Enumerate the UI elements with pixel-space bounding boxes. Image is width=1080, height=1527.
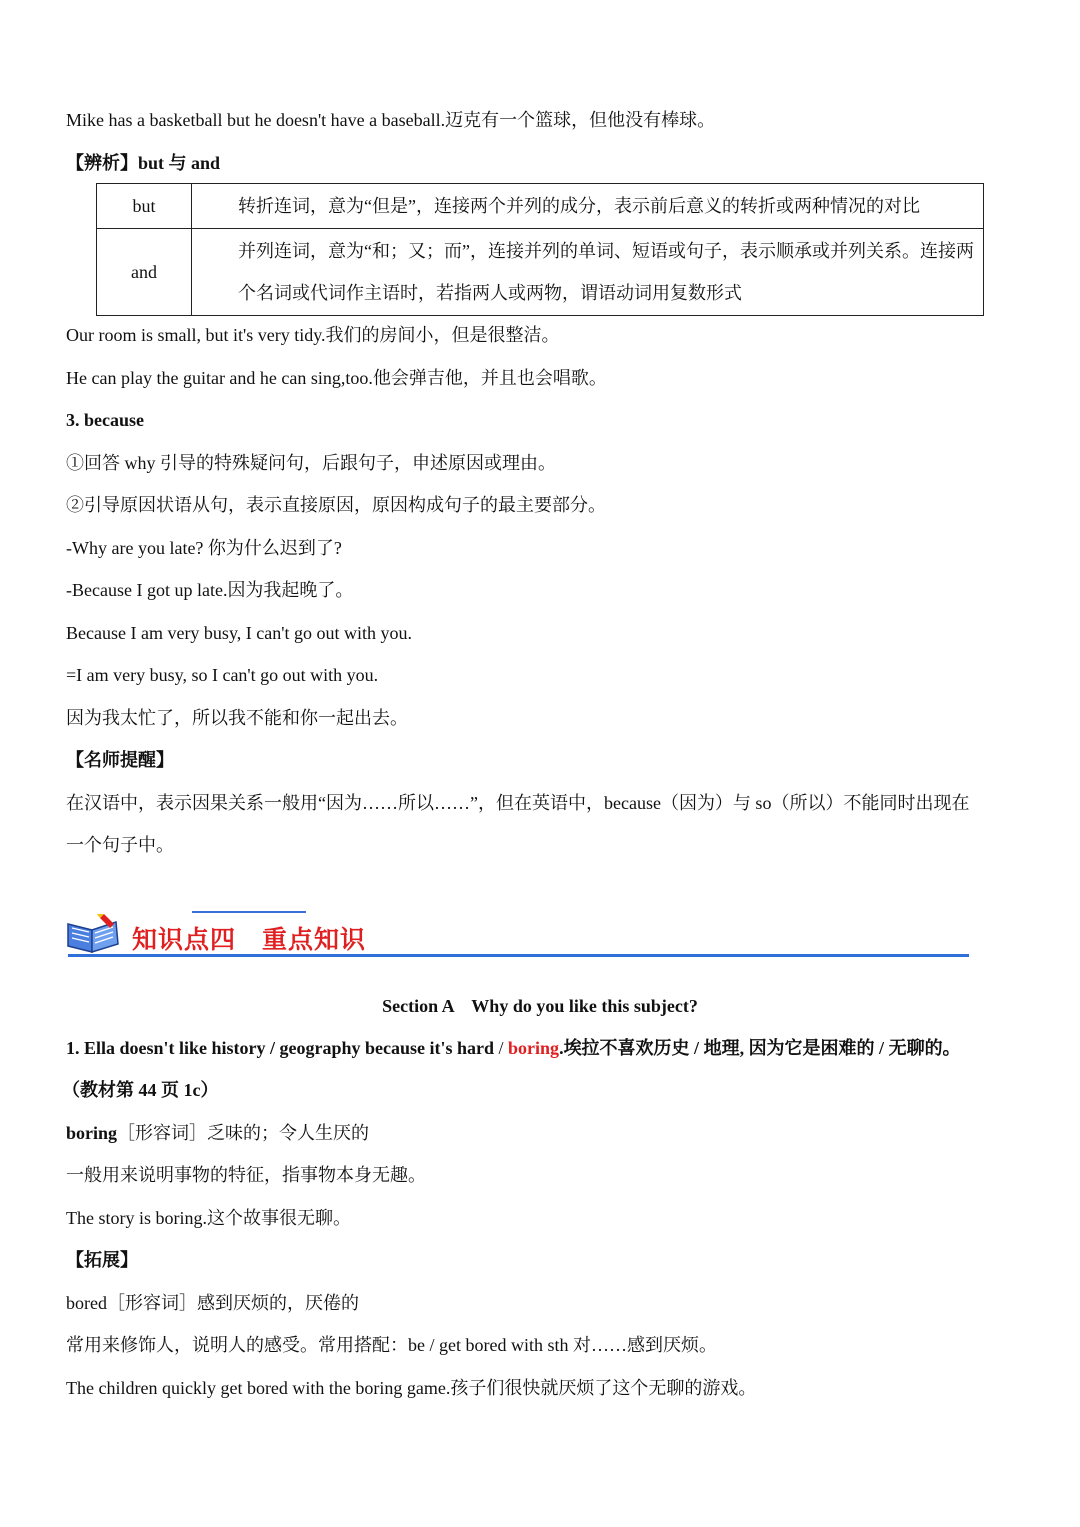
point-1-pre: 1. Ella doesn't like history / geography because it's hard: [66, 1038, 495, 1058]
section-title: [0, 994, 1080, 1018]
heading-part-2: 重点知识: [262, 925, 367, 954]
boring-example: The story is boring.这个故事很无聊。: [66, 1208, 351, 1228]
example-busy-1: Because I am very busy, I can't go out with you.: [66, 623, 412, 643]
heading-underline: [68, 954, 969, 957]
example-guitar: He can play the guitar and he can sing,too.他会弹吉他，并且也会唱歌。: [66, 368, 607, 388]
section-title-text: Section A Why do you like this subject?: [382, 996, 698, 1016]
because-usage-1: ①回答 why 引导的特殊疑问句，后跟句子，申述原因或理由。: [66, 453, 556, 473]
heading-part-1: 知识点四: [132, 925, 237, 954]
point-1-post: .埃拉不喜欢历史 / 地理, 因为它是困难的 / 无聊的。: [559, 1038, 961, 1058]
table-value-but: 转折连词，意为“但是”，连接两个并列的成分，表示前后意义的转折或两种情况的对比: [192, 184, 984, 229]
tip-text-2: 一个句子中。: [66, 835, 174, 855]
bored-note: 常用来修饰人，说明人的感受。常用搭配：be / get bored with sth 对……感到厌烦。: [66, 1335, 717, 1355]
section-heading: [64, 906, 969, 958]
heading-title: [132, 920, 392, 956]
bored-definition: bored［形容词］感到厌烦的，厌倦的: [66, 1293, 359, 1313]
tip-title: 【名师提醒】: [66, 750, 174, 770]
example-question: -Why are you late? 你为什么迟到了?: [66, 538, 342, 558]
comparison-table: [96, 183, 984, 316]
table-row: [97, 184, 984, 229]
table-row: [97, 229, 984, 316]
example-room: Our room is small, but it's very tidy.我们的房间小，但是很整洁。: [66, 325, 560, 345]
point-1-slash: /: [494, 1038, 509, 1058]
bianxi-title: 【辨析】but 与 and: [66, 153, 221, 173]
example-mike: Mike has a basketball but he doesn't have a baseball.迈克有一个篮球，但他没有棒球。: [66, 110, 716, 130]
example-answer: -Because I got up late.因为我起晚了。: [66, 580, 354, 600]
point-1-keyword: boring: [508, 1038, 560, 1058]
table-key-and: and: [97, 229, 192, 316]
table-key-but: but: [97, 184, 192, 229]
bored-example: The children quickly get bored with the boring game.孩子们很快就厌烦了这个无聊的游戏。: [66, 1378, 757, 1398]
boring-word: boring: [66, 1123, 118, 1143]
heading-topline: [192, 911, 306, 913]
example-busy-2: =I am very busy, so I can't go out with you.: [66, 665, 379, 685]
table-value-and: 并列连词，意为“和；又；而”，连接并列的单词、短语或句子，表示顺承或并列关系。连接两个名词或代词作主语时，若指两人或两物，谓语动词用复数形式: [192, 229, 984, 316]
example-busy-3: 因为我太忙了，所以我不能和你一起出去。: [66, 708, 408, 728]
because-title: 3. because: [66, 410, 144, 430]
boring-definition: [66, 1121, 1020, 1145]
extension-title: 【拓展】: [66, 1250, 138, 1270]
boring-def: ［形容词］乏味的；令人生厌的: [117, 1123, 370, 1143]
point-1: [66, 1036, 1020, 1060]
open-book-icon: [64, 910, 122, 956]
tip-text-1: 在汉语中，表示因果关系一般用“因为……所以……”，但在英语中，because（因为）与 so（所以）不能同时出现在: [66, 793, 970, 813]
boring-note: 一般用来说明事物的特征，指事物本身无趣。: [66, 1165, 426, 1185]
textbook-ref: （教材第 44 页 1c）: [62, 1080, 219, 1100]
because-usage-2: ②引导原因状语从句，表示直接原因，原因构成句子的最主要部分。: [66, 495, 606, 515]
